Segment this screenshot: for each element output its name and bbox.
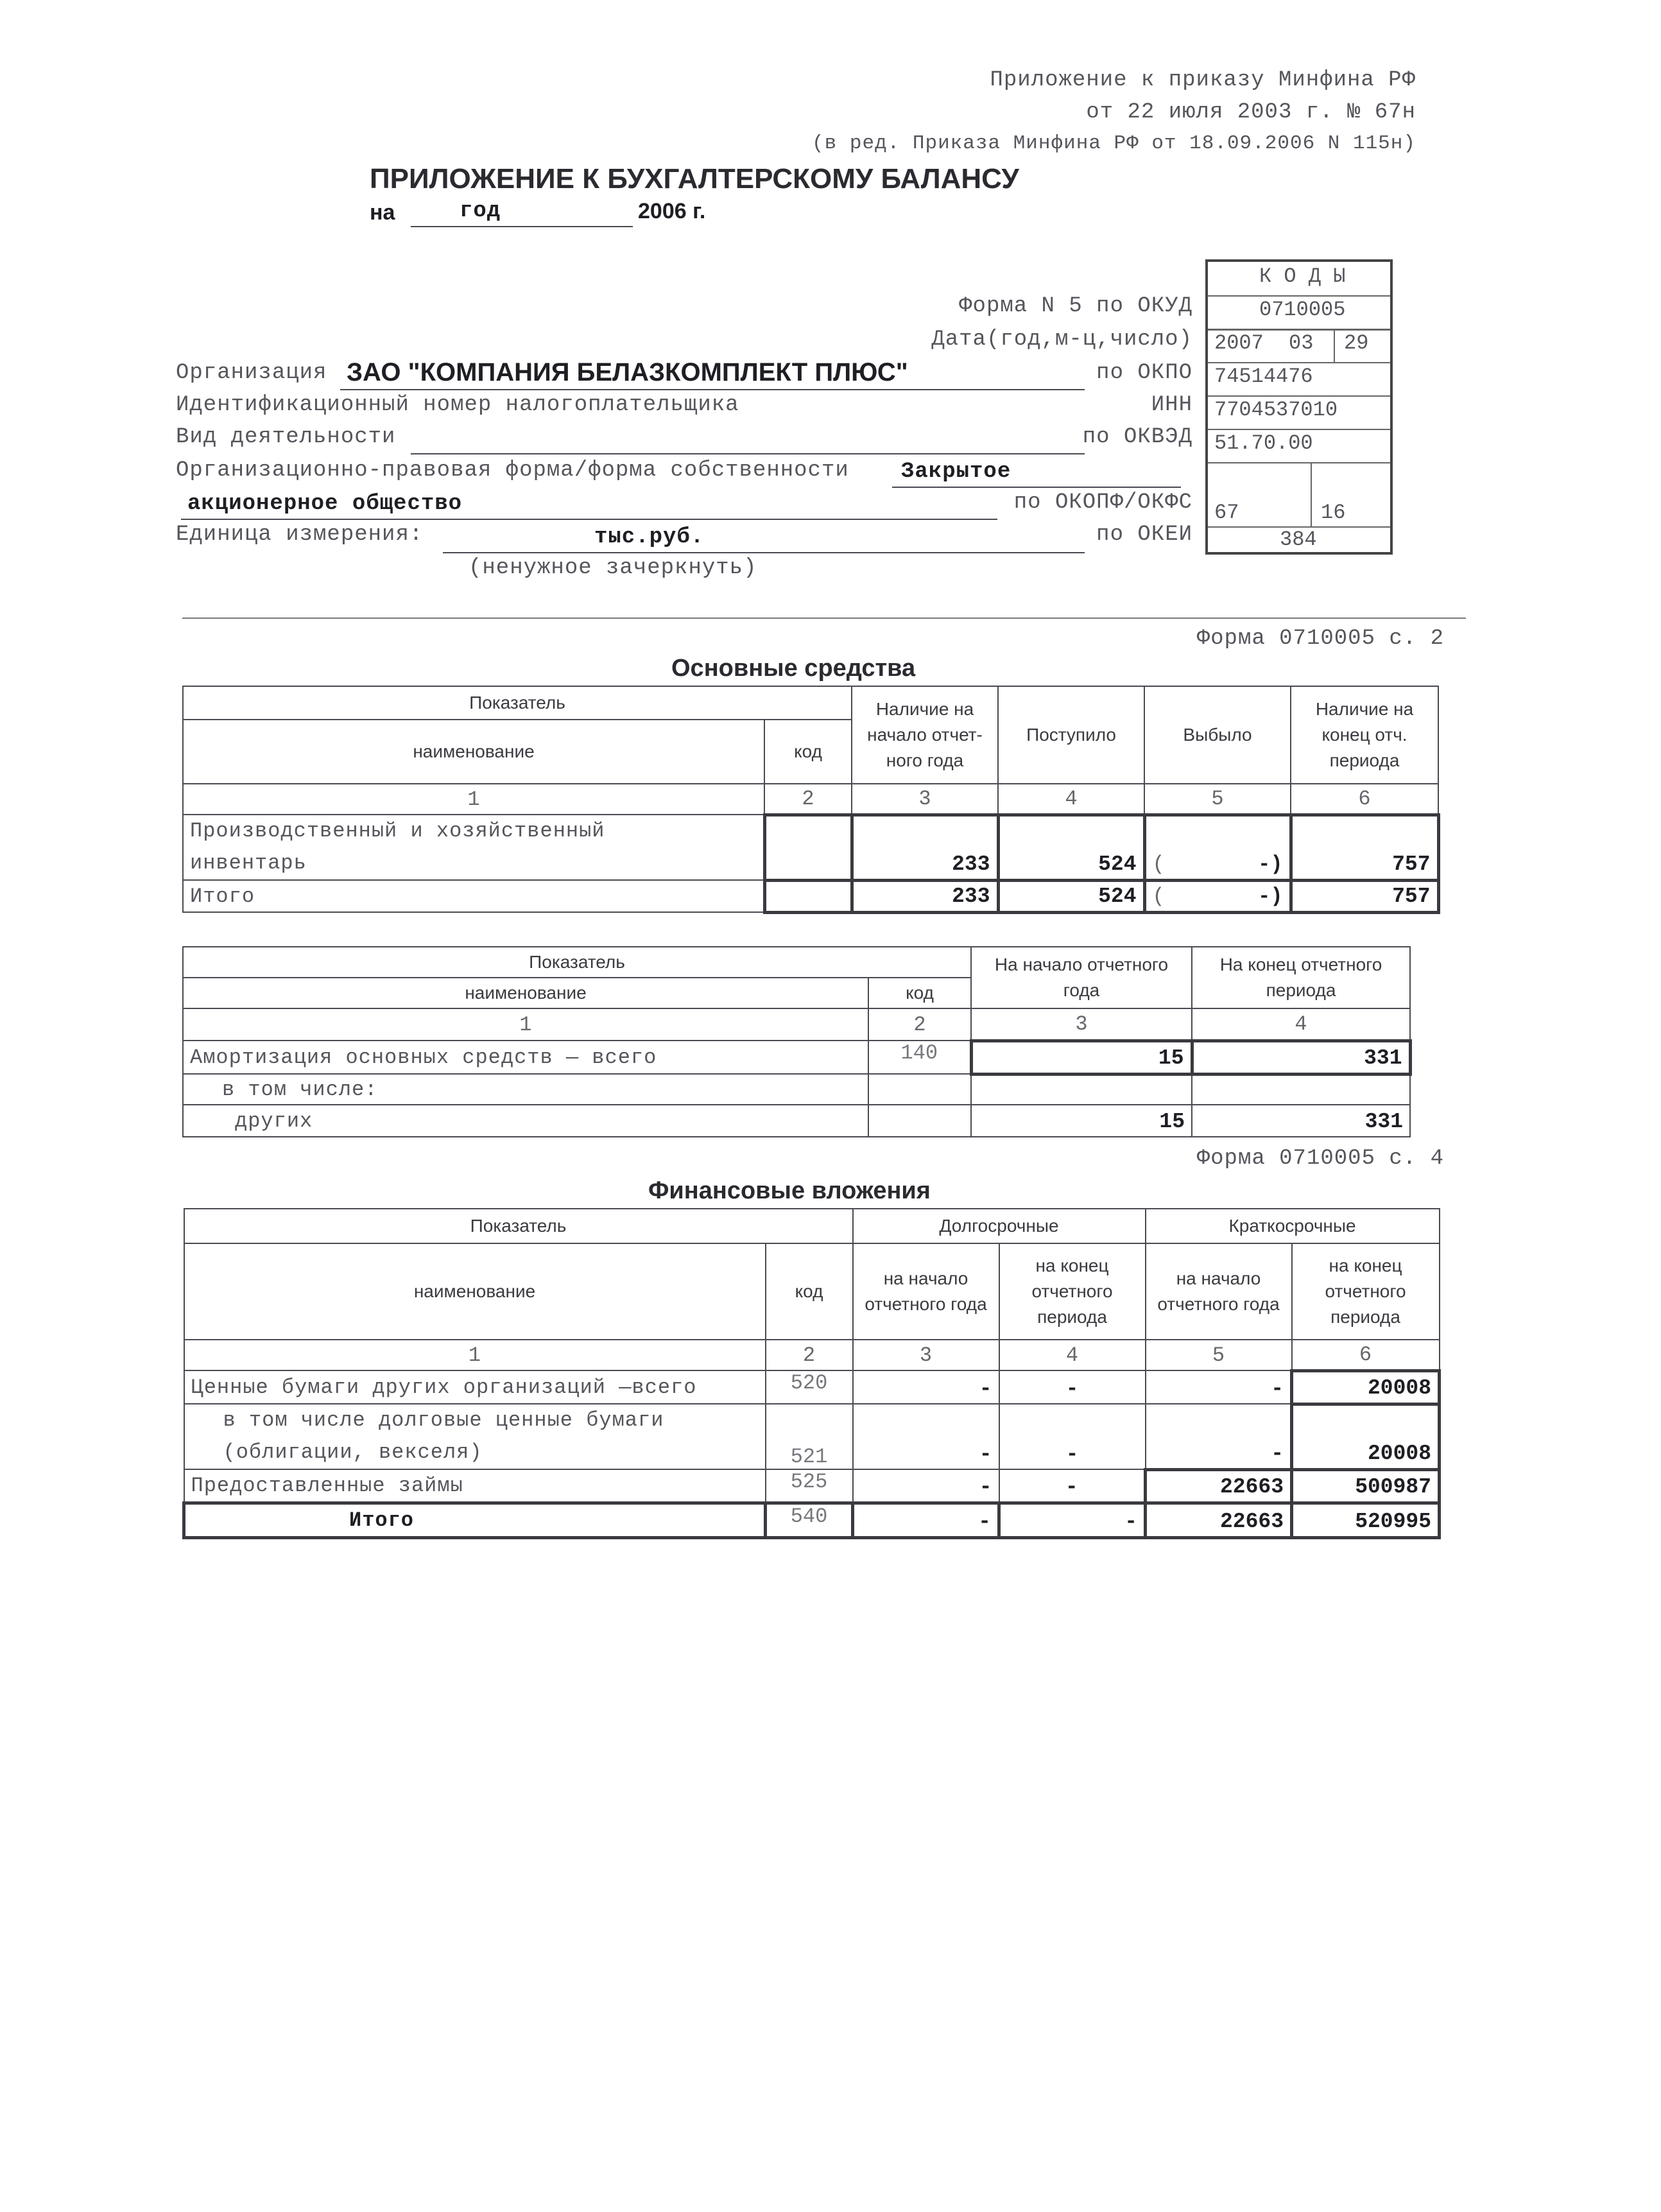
date-day: 29	[1344, 331, 1369, 355]
fa-total-begin: 233	[852, 880, 998, 912]
investments-table	[182, 1208, 1441, 1539]
okei-code: 384	[1280, 528, 1317, 551]
table-row	[183, 1041, 1410, 1074]
inv-row1-c3: -	[853, 1370, 999, 1404]
fa-h-disposed: Выбыло	[1144, 686, 1291, 784]
inv-row3-c5: 22663	[1146, 1469, 1292, 1503]
fa-num-2: 2	[764, 784, 852, 815]
dep-row1-begin: 15	[971, 1041, 1192, 1074]
okved-label: по ОКВЭД	[1082, 425, 1192, 449]
okpo-label: по ОКПО	[1096, 361, 1192, 385]
inv-row2-label-a: в том числе долговые ценные бумаги	[223, 1408, 664, 1432]
inv-row3-c4: -	[999, 1469, 1146, 1503]
strike-note: (ненужное зачеркнуть)	[469, 556, 757, 580]
inv-num-6: 6	[1292, 1340, 1440, 1370]
dep-h-name: наименование	[183, 978, 868, 1008]
legal-form-label: Организационно-правовая форма/форма собственности	[176, 458, 849, 483]
fa-num-5: 5	[1144, 784, 1291, 815]
period-prefix: на	[370, 200, 395, 225]
fa-row1-label-b: инвентарь	[190, 851, 307, 875]
inv-row1-c5: -	[1146, 1370, 1292, 1404]
inv-total-c5: 22663	[1146, 1503, 1292, 1537]
table-row	[184, 1503, 1440, 1537]
dep-row3-begin: 15	[971, 1105, 1192, 1137]
dep-row1-label: Амортизация основных средств — всего	[183, 1041, 868, 1074]
appendix-line-1: Приложение к приказу Минфина РФ	[990, 68, 1416, 92]
dep-num-4: 4	[1192, 1008, 1410, 1041]
table-row	[183, 815, 1438, 880]
inv-total-c6: 520995	[1292, 1503, 1440, 1537]
inv-total-c3: -	[853, 1503, 999, 1537]
fa-num-1: 1	[183, 784, 764, 815]
okei-label: по ОКЕИ	[1096, 523, 1192, 547]
inv-total-label: Итого	[184, 1503, 766, 1537]
inv-h-st-end: на конец отчетного периода	[1292, 1243, 1440, 1340]
legal-form-value-2: акционерное общество	[187, 492, 463, 516]
period-year: 2006 г.	[638, 199, 706, 223]
org-label: Организация	[176, 361, 327, 385]
fa-h-code: код	[764, 720, 852, 784]
inv-h-short: Краткосрочные	[1146, 1209, 1440, 1243]
legal-form-value-1: Закрытое	[901, 460, 1011, 484]
date-label: Дата(год,м-ц,число)	[931, 327, 1192, 352]
fa-total-disposed: -)	[1258, 884, 1283, 908]
inv-row3-c6: 500987	[1292, 1469, 1440, 1503]
appendix-line-3: (в ред. Приказа Минфина РФ от 18.09.2006 N 115н)	[812, 132, 1416, 155]
dep-h-begin: На начало отчетного года	[971, 947, 1192, 1008]
fa-total-label: Итого	[183, 880, 764, 912]
activity-label: Вид деятельности	[176, 425, 396, 449]
inv-num-2: 2	[766, 1340, 853, 1370]
fa-row1-end: 757	[1291, 815, 1438, 880]
inv-num-3: 3	[853, 1340, 999, 1370]
inv-row2-c6: 20008	[1292, 1404, 1440, 1469]
fa-num-3: 3	[852, 784, 998, 815]
dep-row1-code: 140	[868, 1041, 971, 1074]
fa-total-received: 524	[998, 880, 1144, 912]
dep-h-end: На конец отчетного периода	[1192, 947, 1410, 1008]
inv-h-lt-end: на конец отчетного периода	[999, 1243, 1146, 1340]
inv-h-st-begin: на начало отчетного года	[1146, 1243, 1292, 1340]
fa-total-paren: (	[1152, 884, 1165, 908]
appendix-line-2: от 22 июля 2003 г. № 67н	[1086, 100, 1416, 125]
inv-num-4: 4	[999, 1340, 1146, 1370]
fa-row1-disposed: -)	[1258, 852, 1283, 876]
table-row	[184, 1469, 1440, 1503]
page-ref-4: Форма 0710005 с. 4	[1196, 1146, 1444, 1171]
inv-row2-c5: -	[1146, 1404, 1292, 1469]
page-ref-2: Форма 0710005 с. 2	[1196, 626, 1444, 651]
date-month: 03	[1289, 331, 1314, 355]
inv-h-code: код	[766, 1243, 853, 1340]
fixed-assets-table	[182, 686, 1440, 914]
dep-h-code: код	[868, 978, 971, 1008]
unit-value: тыс.руб.	[594, 525, 705, 549]
unit-label: Единица измерения:	[176, 523, 424, 547]
date-year: 2007	[1214, 331, 1264, 355]
fa-num-6: 6	[1291, 784, 1438, 815]
fa-h-name: наименование	[183, 720, 764, 784]
inv-h-name: наименование	[184, 1243, 766, 1340]
fa-row1-begin: 233	[852, 815, 998, 880]
dep-row1-end: 331	[1192, 1041, 1410, 1074]
inn-label: ИНН	[1151, 393, 1192, 417]
fa-row1-label-a: Производственный и хозяйственный	[190, 819, 605, 843]
okved-code: 51.70.00	[1214, 431, 1313, 455]
okopf-code: 67	[1214, 501, 1239, 524]
fa-total-end: 757	[1291, 880, 1438, 912]
inv-row1-c4: -	[999, 1370, 1146, 1404]
org-name: ЗАО "КОМПАНИЯ БЕЛАЗКОМПЛЕКТ ПЛЮС"	[347, 358, 908, 386]
okopf-label: по ОКОПФ/ОКФС	[1013, 490, 1192, 515]
fa-row1-received: 524	[998, 815, 1144, 880]
table-row	[184, 1370, 1440, 1404]
depreciation-table	[182, 946, 1412, 1137]
inv-num-5: 5	[1146, 1340, 1292, 1370]
codes-box	[1205, 259, 1393, 555]
inv-row2-label-b: (облигации, векселя)	[223, 1440, 483, 1464]
fa-row1-paren: (	[1152, 852, 1165, 876]
table-row	[184, 1404, 1440, 1469]
inn-title: Идентификационный номер налогоплательщика	[176, 393, 739, 417]
okpo-code: 74514476	[1214, 365, 1313, 388]
dep-num-1: 1	[183, 1008, 868, 1041]
inn-code: 7704537010	[1214, 398, 1338, 422]
fixed-assets-title: Основные средства	[671, 655, 916, 682]
inv-row2-c3: -	[853, 1404, 999, 1469]
fa-h-indicator: Показатель	[183, 686, 852, 720]
inv-num-1: 1	[184, 1340, 766, 1370]
dep-num-3: 3	[971, 1008, 1192, 1041]
table-row	[183, 1074, 1410, 1105]
dep-h-indicator: Показатель	[183, 947, 971, 978]
table-row	[183, 880, 1438, 912]
dep-row3-label: других	[183, 1105, 868, 1137]
fa-h-end: Наличие на конец отч. периода	[1291, 686, 1438, 784]
form-label: Форма N 5 по ОКУД	[959, 294, 1192, 318]
fa-num-4: 4	[998, 784, 1144, 815]
inv-total-c4: -	[999, 1503, 1146, 1537]
table-row	[183, 1105, 1410, 1137]
inv-h-lt-begin: на начало отчетного года	[853, 1243, 999, 1340]
codes-header: К О Д Ы	[1259, 264, 1346, 288]
fa-h-received: Поступило	[998, 686, 1144, 784]
dep-num-2: 2	[868, 1008, 971, 1041]
inv-row3-c3: -	[853, 1469, 999, 1503]
inv-h-indicator: Показатель	[184, 1209, 853, 1243]
okfs-code: 16	[1321, 501, 1346, 524]
inv-h-long: Долгосрочные	[853, 1209, 1146, 1243]
inv-row1-c6: 20008	[1292, 1370, 1440, 1404]
inv-row1-label: Ценные бумаги других организаций —всего	[184, 1370, 766, 1404]
inv-total-code: 540	[766, 1503, 853, 1537]
form-code: 0710005	[1259, 298, 1346, 322]
dep-row2-label: в том числе:	[183, 1074, 868, 1105]
period-value: год	[460, 199, 501, 223]
inv-row2-code: 521	[766, 1404, 853, 1469]
inv-row1-code: 520	[766, 1370, 853, 1404]
fa-h-begin: Наличие на начало отчет-ного года	[852, 686, 998, 784]
inv-row2-c4: -	[999, 1404, 1146, 1469]
document-title: ПРИЛОЖЕНИЕ К БУХГАЛТЕРСКОМУ БАЛАНСУ	[370, 163, 1019, 194]
inv-row3-code: 525	[766, 1469, 853, 1503]
investments-title: Финансовые вложения	[648, 1177, 931, 1204]
inv-row3-label: Предоставленные займы	[184, 1469, 766, 1503]
dep-row3-end: 331	[1192, 1105, 1410, 1137]
